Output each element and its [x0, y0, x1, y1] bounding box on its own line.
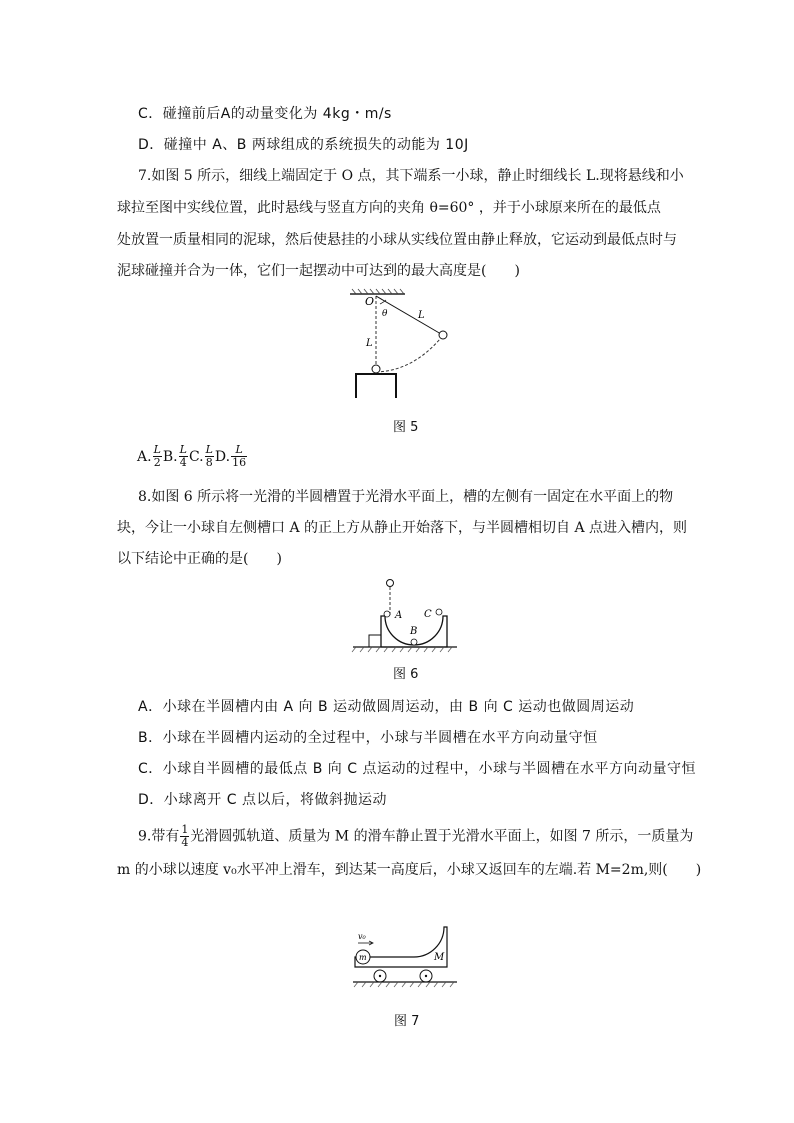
ground-hatch	[352, 647, 452, 652]
figure-6-caption: 图 6	[393, 667, 419, 682]
q7-text-line-1: 7.如图 5 所示，细线上端固定于 O 点，其下端系一小球，静止时细线长 L.现将悬线和小	[138, 168, 684, 184]
svg-text:A: A	[395, 610, 403, 621]
q7-text-line-4: 泥球碰撞并合为一体，它们一起摆动中可达到的最大高度是( )	[117, 263, 520, 279]
ball-at-a	[384, 611, 390, 617]
figure-7-cart	[350, 924, 460, 994]
q7-option-d: D. $\frac{L}{16}$	[214, 443, 247, 469]
ground-hatch	[354, 982, 454, 987]
q9-text-line-1: 9.带有 $\frac{1}{4}$ 光滑圆弧轨道、质量为 M 的滑车静止置于光滑水平面上，如图 7 所示，一质量为	[138, 823, 694, 849]
stand	[356, 374, 396, 398]
q8-text-line-1: 8.如图 6 所示将一光滑的半圆槽置于光滑水平面上，槽的左侧有一固定在水平面上的物	[138, 489, 674, 505]
ball-at-b	[411, 639, 417, 645]
q6-option-d: D．碰撞中 A、B 两球组成的系统损失的动能为 10J	[138, 137, 469, 153]
q8-text-line-2: 块，今让一小球自左侧槽口 A 的正上方从静止开始落下，与半圆槽相切自 A 点进入槽内，则	[117, 520, 688, 536]
q7-option-b: B. $\frac{L}{4}$	[162, 443, 187, 469]
svg-text:C: C	[424, 609, 432, 620]
q8-text-line-3: 以下结论中正确的是( )	[117, 551, 282, 567]
pendulum-ball	[439, 331, 447, 339]
q8-option-d: D．小球离开 C 点以后，将做斜抛运动	[138, 792, 387, 808]
figure-7-caption: 图 7	[394, 1014, 420, 1029]
q7-options	[137, 444, 248, 469]
dropping-ball	[387, 580, 394, 587]
q8-option-b: B．小球在半圆槽内运动的全过程中，小球与半圆槽在水平方向动量守恒	[138, 730, 598, 746]
svg-text:L: L	[366, 338, 373, 349]
svg-text:L: L	[418, 310, 425, 321]
q8-option-a: A．小球在半圆槽内由 A 向 B 运动做圆周运动，由 B 向 C 运动也做圆周运动	[138, 699, 635, 715]
fixed-block	[369, 635, 381, 647]
q9-text-line-2: m 的小球以速度 v₀水平冲上滑车，到达某一高度后，小球又返回车的左端.若 M=2m,则( )	[117, 862, 702, 878]
q7-option-c: C. $\frac{L}{8}$	[188, 443, 213, 469]
q7-option-a: A. $\frac{L}{2}$	[137, 443, 161, 469]
clay-ball	[372, 365, 380, 373]
figure-5-pendulum	[340, 288, 460, 398]
svg-text:M: M	[434, 952, 445, 963]
q8-option-c: C．小球自半圆槽的最低点 B 向 C 点运动的过程中，小球与半圆槽在水平方向动量守恒	[138, 761, 696, 777]
q7-text-line-2: 球拉至图中实线位置，此时悬线与竖直方向的夹角 θ=60° ，并于小球原来所在的最低点	[117, 200, 661, 216]
svg-text:m: m	[359, 953, 367, 962]
ball-at-c	[436, 609, 442, 615]
q6-option-c: C．碰撞前后A的动量变化为 4kg・m/s	[138, 106, 392, 122]
svg-text:O: O	[365, 295, 375, 308]
q7-text-line-3: 处放置一质量相同的泥球，然后使悬挂的小球从实线位置由静止释放，它运动到最低点时与	[117, 232, 677, 248]
svg-text:B: B	[410, 626, 418, 637]
svg-text:v₀: v₀	[358, 932, 366, 941]
figure-5-caption: 图 5	[393, 420, 419, 435]
svg-text:θ: θ	[382, 309, 388, 319]
swing-arc	[376, 339, 440, 372]
figure-6-semicircle-groove	[350, 576, 460, 656]
